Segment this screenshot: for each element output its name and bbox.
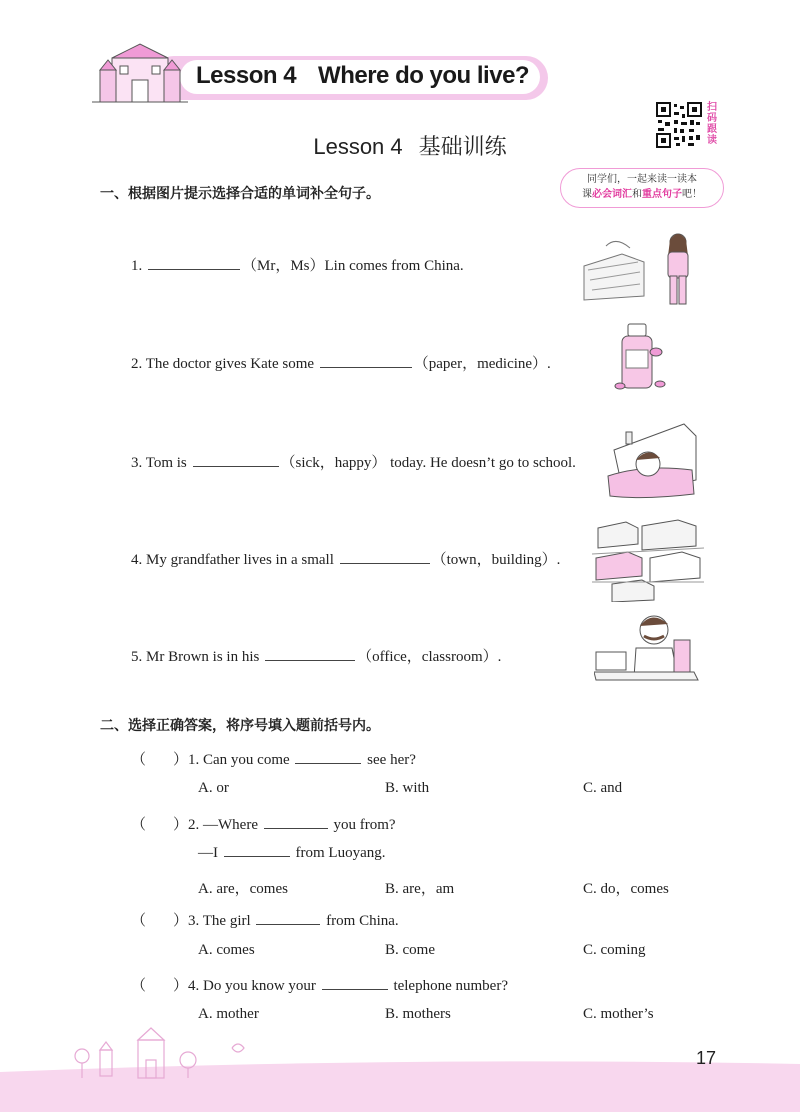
mc-option-c[interactable]: C. and bbox=[583, 780, 623, 796]
mc-option-b[interactable]: B. with bbox=[385, 780, 430, 796]
answer-blank[interactable] bbox=[320, 366, 412, 368]
mc-option-a[interactable]: A. mother bbox=[198, 1006, 259, 1022]
castle-illustration bbox=[92, 40, 188, 106]
answer-blank bbox=[322, 988, 388, 990]
answer-blank bbox=[256, 923, 320, 925]
answer-parenthesis[interactable]: （ bbox=[131, 913, 147, 929]
mc-option-a[interactable]: A. or bbox=[198, 780, 229, 796]
mc-option-b[interactable]: B. come bbox=[385, 942, 435, 958]
fill-question-4: 4. My grandfather lives in a small （town，building）. bbox=[131, 552, 561, 568]
mc-question-3: （ ）3. The girl from China. bbox=[131, 909, 399, 930]
answer-blank bbox=[224, 855, 290, 857]
street-and-woman-illustration bbox=[582, 226, 702, 308]
answer-blank bbox=[264, 827, 328, 829]
mc-option-a[interactable]: A. comes bbox=[198, 942, 255, 958]
page-number: 17 bbox=[696, 1048, 717, 1068]
town-illustration bbox=[592, 518, 704, 602]
answer-blank[interactable] bbox=[340, 562, 430, 564]
header-lesson: Lesson 4 bbox=[196, 62, 297, 89]
page-title-subtitle: 基础训练 bbox=[418, 134, 507, 159]
speech-bubble bbox=[560, 168, 724, 208]
header-question: Where do you live? bbox=[318, 62, 530, 89]
qr-label: 扫码跟读 bbox=[707, 102, 717, 146]
header-title bbox=[196, 62, 529, 90]
page-title-lesson: Lesson 4 bbox=[313, 134, 403, 159]
man-at-computer-illustration bbox=[594, 608, 700, 684]
answer-blank[interactable] bbox=[193, 465, 279, 467]
fill-question-1: 1. （Mr，Ms）Lin comes from China. bbox=[131, 258, 464, 274]
sick-boy-in-bed-illustration bbox=[604, 420, 700, 500]
mc-option-c[interactable]: C. coming bbox=[583, 942, 646, 958]
section-2-heading: 二、选择正确答案，将序号填入题前括号内。 bbox=[100, 718, 380, 734]
fill-question-5: 5. Mr Brown is in his （office，classroom）. bbox=[131, 649, 502, 665]
fill-question-2: 2. The doctor gives Kate some （paper，medicine）. bbox=[131, 356, 551, 372]
section-1-heading: 一、根据图片提示选择合适的单词补全句子。 bbox=[100, 186, 380, 202]
fill-question-3: 3. Tom is （sick，happy） today. He doesn’t go to school. bbox=[131, 455, 576, 471]
answer-parenthesis[interactable]: （ bbox=[131, 978, 147, 994]
mc-option-c[interactable]: C. do，comes bbox=[583, 881, 669, 897]
answer-blank[interactable] bbox=[148, 268, 240, 270]
answer-parenthesis[interactable]: （ bbox=[131, 817, 147, 833]
mc-option-c[interactable]: C. mother’s bbox=[583, 1006, 654, 1022]
mc-option-a[interactable]: A. are，comes bbox=[198, 881, 288, 897]
answer-blank bbox=[295, 762, 361, 764]
mc-question-2-reply: —I from Luoyang. bbox=[198, 845, 386, 861]
mc-question-4: （ ）4. Do you know your telephone number? bbox=[131, 974, 508, 995]
medicine-bottle-icon bbox=[612, 322, 672, 394]
speech-line-2: 课必会词汇和重点句子吧！ bbox=[582, 189, 702, 200]
mc-option-b[interactable]: B. are，am bbox=[385, 881, 455, 897]
answer-blank[interactable] bbox=[265, 659, 355, 661]
mc-option-b[interactable]: B. mothers bbox=[385, 1006, 451, 1022]
mc-question-2: （ ）2. —Where you from? bbox=[131, 813, 396, 834]
page-title bbox=[0, 130, 800, 161]
answer-parenthesis[interactable]: （ bbox=[131, 752, 147, 768]
footer-decoration bbox=[0, 1026, 800, 1112]
mc-question-1: （ ）1. Can you come see her? bbox=[131, 748, 416, 769]
speech-line-1: 同学们，一起来读一读本 bbox=[587, 174, 697, 185]
